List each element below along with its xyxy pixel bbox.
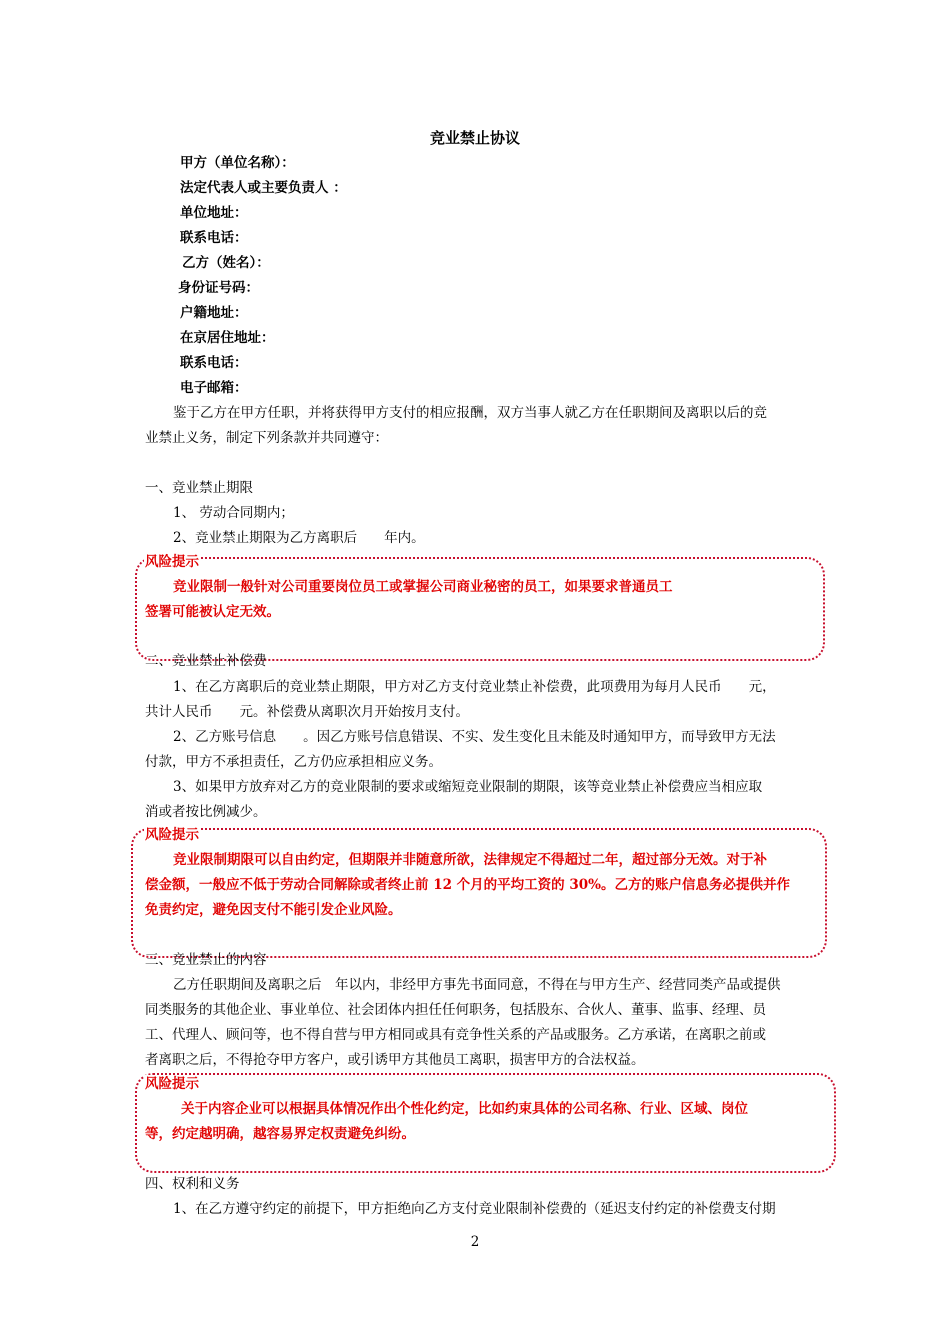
section-1-heading: 一、竞业禁止期限: [145, 480, 253, 496]
risk-label-1: 风险提示: [145, 554, 199, 570]
section-2-p2-line-1: 2、乙方账号信息 。因乙方账号信息错误、不实、发生变化且未能及时通知甲方，而导致甲方无法: [173, 729, 776, 745]
page-title: 竞业禁止协议: [429, 129, 520, 147]
section-2-p1-line-1: 1、在乙方离职后的竞业禁止期限，甲方对乙方支付竞业禁止补偿费，此项费用为每月人民币 元，: [173, 679, 776, 695]
page-number: 2: [470, 1234, 480, 1250]
section-1-item-1: 1、 劳动合同期内；: [173, 505, 294, 521]
party-a-address-label: 单位地址：: [180, 205, 248, 221]
section-2-p3-line-1: 3、如果甲方放弃对乙方的竞业限制的要求或缩短竞业限制的期限，该等竞业禁止补偿费应当相应取: [173, 779, 763, 795]
preamble-line-1: 鉴于乙方在甲方任职，并将获得甲方支付的相应报酬，双方当事人就乙方在任职期间及离职以后的竞: [173, 405, 767, 421]
party-b-email-label: 电子邮箱：: [180, 380, 248, 396]
party-b-household-label: 户籍地址：: [180, 305, 248, 321]
risk-1-line-1: 竞业限制一般针对公司重要岗位员工或掌握公司商业秘密的员工，如果要求普通员工: [173, 579, 673, 595]
section-2-p3-line-2: 消或者按比例减少。: [145, 804, 267, 820]
party-a-rep-label: 法定代表人或主要负责人 ：: [180, 180, 347, 196]
section-2-heading: 二、竞业禁止补偿费: [145, 653, 267, 669]
section-2-p2-line-2: 付款，甲方不承担责任，乙方仍应承担相应义务。: [145, 754, 442, 770]
section-4-heading: 四、权利和义务: [145, 1176, 240, 1192]
section-1-item-2: 2、竞业禁止期限为乙方离职后 年内。: [173, 530, 425, 546]
party-b-name-label: 乙方（姓名）：: [182, 255, 270, 271]
section-3-line-2: 同类服务的其他企业、事业单位、社会团体内担任任何职务，包括股东、合伙人、董事、监事、经理、员: [145, 1002, 766, 1018]
party-b-phone-label: 联系电话：: [180, 355, 248, 371]
risk-3-line-1: 关于内容企业可以根据具体情况作出个性化约定，比如约束具体的公司名称、行业、区域、岗位: [181, 1101, 748, 1117]
risk-label-3: 风险提示: [145, 1076, 199, 1092]
risk-2-line-3: 免责约定，避免因支付不能引发企业风险。: [145, 902, 402, 918]
party-b-residence-label: 在京居住地址：: [180, 330, 275, 346]
party-b-id-label: 身份证号码：: [178, 280, 259, 296]
party-a-phone-label: 联系电话：: [180, 230, 248, 246]
risk-box-3: [135, 1073, 836, 1173]
section-3-line-1: 乙方任职期间及离职之后 年以内，非经甲方事先书面同意，不得在与甲方生产、经营同类产品或提供: [173, 977, 781, 993]
section-3-line-4: 者离职之后，不得抢夺甲方客户，或引诱甲方其他员工离职，损害甲方的合法权益。: [145, 1052, 645, 1068]
risk-2-line-1: 竞业限制期限可以自由约定，但期限并非随意所欲，法律规定不得超过二年，超过部分无效。对于补: [173, 852, 767, 868]
risk-label-2: 风险提示: [145, 827, 199, 843]
section-3-heading: 三、竞业禁止的内容: [145, 952, 267, 968]
risk-1-line-2: 签署可能被认定无效。: [145, 604, 280, 620]
section-4-p1: 1、在乙方遵守约定的前提下，甲方拒绝向乙方支付竞业限制补偿费的（延迟支付约定的补偿费支付期: [173, 1201, 776, 1217]
section-3-line-3: 工、代理人、顾问等，也不得自营与甲方相同或具有竞争性关系的产品或服务。乙方承诺，在离职之前或: [145, 1027, 766, 1043]
risk-2-line-2: 偿金额，一般应不低于劳动合同解除或者终止前 12 个月的平均工资的 30%。乙方的账户信息务必提供并作: [145, 877, 790, 893]
party-a-name-label: 甲方（单位名称）：: [180, 155, 295, 171]
section-2-p1-line-2: 共计人民币 元。补偿费从离职次月开始按月支付。: [145, 704, 469, 720]
preamble-line-2: 业禁止义务，制定下列条款并共同遵守：: [145, 430, 388, 446]
risk-3-line-2: 等，约定越明确，越容易界定权责避免纠纷。: [145, 1126, 415, 1142]
